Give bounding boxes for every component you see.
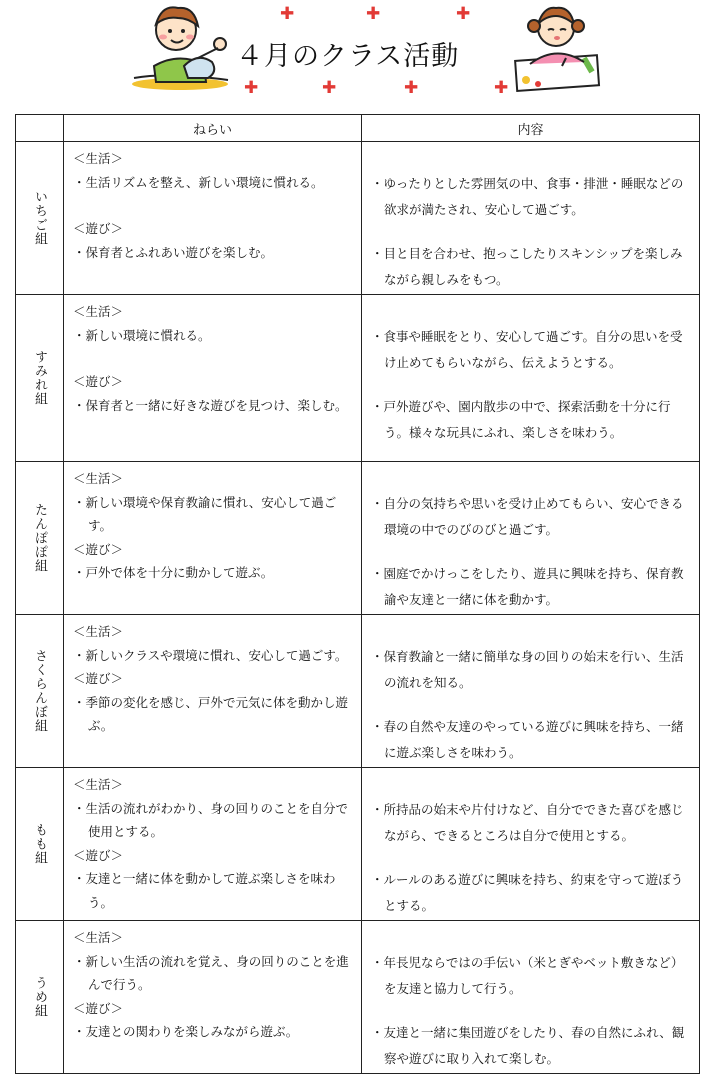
content-item: ・ルールのある遊びに興味を持ち、約束を守って遊ぼうとする。 <box>371 872 684 913</box>
aims-play-item: ・友達との関わりを楽しみながら遊ぶ。 <box>73 1024 299 1039</box>
content-item: ・友達と一緒に集団遊びをしたり、春の自然にふれ、観察や遊びに取り入れて楽しむ。 <box>371 1025 685 1066</box>
content-item: ・目と目を合わせ、抱っこしたりスキンシップを楽しみながら親しみをもつ。 <box>371 246 683 287</box>
aims-cell <box>64 615 362 768</box>
aims-life-heading: ＜生活＞ <box>73 777 124 792</box>
content-cell <box>362 295 700 462</box>
aims-life-item: ・生活リズムを整え、新しい環境に慣れる。 <box>73 174 324 190</box>
aims-play-item: ・友達と一緒に体を動かして遊ぶ楽しさを味わう。 <box>73 871 336 910</box>
header-aims: ねらい <box>64 115 362 142</box>
content-cell <box>362 768 700 921</box>
flower-icon: ✚ <box>404 78 419 98</box>
aims-play-heading: ＜遊び＞ <box>73 221 124 236</box>
table-row <box>16 615 700 768</box>
aims-life-heading: ＜生活＞ <box>73 471 124 486</box>
aims-play-heading: ＜遊び＞ <box>73 374 124 389</box>
class-name-cell <box>16 921 64 1074</box>
class-name-cell <box>16 462 64 615</box>
aims-play-item: ・戸外で体を十分に動かして遊ぶ。 <box>73 565 274 580</box>
aims-play-item: ・保育者と一緒に好きな遊びを見つけ、楽しむ。 <box>73 397 348 413</box>
aims-play-heading: ＜遊び＞ <box>73 541 124 557</box>
table-row <box>16 768 700 921</box>
boy-playing-illustration <box>128 0 236 92</box>
monthly-plan-table <box>15 114 700 1074</box>
girl-drawing-illustration <box>508 0 608 96</box>
aims-life-item: ・新しい環境に慣れる。 <box>73 327 211 343</box>
table-row <box>16 921 700 1074</box>
class-name: さくらんぼ組 <box>32 649 47 733</box>
class-name: すみれ組 <box>32 350 47 406</box>
flower-icon: ✚ <box>322 78 337 98</box>
table-row <box>16 462 700 615</box>
class-name-cell <box>16 768 64 921</box>
content-item: ・所持品の始末や片付けなど、自分でできた喜びを感じながら、できるところは自分で使用とする。 <box>371 802 684 843</box>
content-cell <box>362 921 700 1074</box>
table-row <box>16 295 700 462</box>
aims-life-item: ・新しい環境や保育教諭に慣れ、安心して過ごす。 <box>73 494 337 533</box>
page-header <box>0 0 702 112</box>
content-cell <box>362 615 700 768</box>
aims-life-heading: ＜生活＞ <box>73 930 124 945</box>
page-title: ４月のクラス活動 <box>236 41 460 72</box>
class-name: もも組 <box>32 823 47 865</box>
content-item: ・保育教諭と一緒に簡単な身の回りの始末を行い、生活の流れを知る。 <box>371 649 684 690</box>
aims-cell <box>64 768 362 921</box>
aims-life-item: ・生活の流れがわかり、身の回りのことを自分で使用とする。 <box>73 800 349 839</box>
class-name-cell <box>16 142 64 295</box>
aims-play-item: ・季節の変化を感じ、戸外で元気に体を動かし遊ぶ。 <box>73 694 349 733</box>
header-class <box>16 115 64 142</box>
aims-life-heading: ＜生活＞ <box>73 624 124 639</box>
content-item: ・食事や睡眠をとり、安心して過ごす。自分の思いを受け止めてもらいながら、伝えようとする。 <box>371 329 683 370</box>
flower-icon: ✚ <box>244 78 259 98</box>
table-row <box>16 142 700 295</box>
aims-play-heading: ＜遊び＞ <box>73 847 124 863</box>
class-name: うめ組 <box>32 976 47 1018</box>
aims-play-heading: ＜遊び＞ <box>73 1000 124 1016</box>
aims-cell <box>64 921 362 1074</box>
flower-icon: ✚ <box>280 4 295 24</box>
aims-life-item: ・新しい生活の流れを覚え、身の回りのことを進んで行う。 <box>73 953 349 992</box>
aims-cell <box>64 462 362 615</box>
class-name: たんぽぽ組 <box>32 503 47 573</box>
content-item: ・春の自然や友達のやっている遊びに興味を持ち、一緒に遊ぶ楽しさを味わう。 <box>371 719 684 760</box>
content-cell <box>362 462 700 615</box>
flower-icon: ✚ <box>366 4 381 24</box>
table-header-row <box>16 115 700 142</box>
content-item: ・自分の気持ちや思いを受け止めてもらい、安心できる環境の中でのびのびと過ごす。 <box>371 496 684 537</box>
class-name: いちご組 <box>32 190 47 246</box>
flower-icon: ✚ <box>494 78 509 98</box>
aims-play-heading: ＜遊び＞ <box>73 671 124 686</box>
aims-cell <box>64 295 362 462</box>
header-content: 内容 <box>362 115 700 142</box>
class-name-cell <box>16 295 64 462</box>
content-item: ・年長児ならではの手伝い（米とぎやベット敷きなど）を友達と協力して行う。 <box>371 955 684 996</box>
aims-cell <box>64 142 362 295</box>
content-item: ・ゆったりとした雰囲気の中、食事・排泄・睡眠などの欲求が満たされ、安心して過ごす。 <box>371 176 684 217</box>
aims-life-heading: ＜生活＞ <box>73 304 124 319</box>
flower-icon: ✚ <box>456 4 471 24</box>
content-item: ・戸外遊びや、園内散歩の中で、探索活動を十分に行う。様々な玩具にふれ、楽しさを味わう。 <box>371 399 671 440</box>
content-cell <box>362 142 700 295</box>
aims-life-item: ・新しいクラスや環境に慣れ、安心して過ごす。 <box>73 647 348 663</box>
aims-life-heading: ＜生活＞ <box>73 151 124 166</box>
aims-play-item: ・保育者とふれあい遊びを楽しむ。 <box>73 244 274 260</box>
class-name-cell <box>16 615 64 768</box>
content-item: ・園庭でかけっこをしたり、遊具に興味を持ち、保育教諭や友達と一緒に体を動かす。 <box>371 566 684 607</box>
